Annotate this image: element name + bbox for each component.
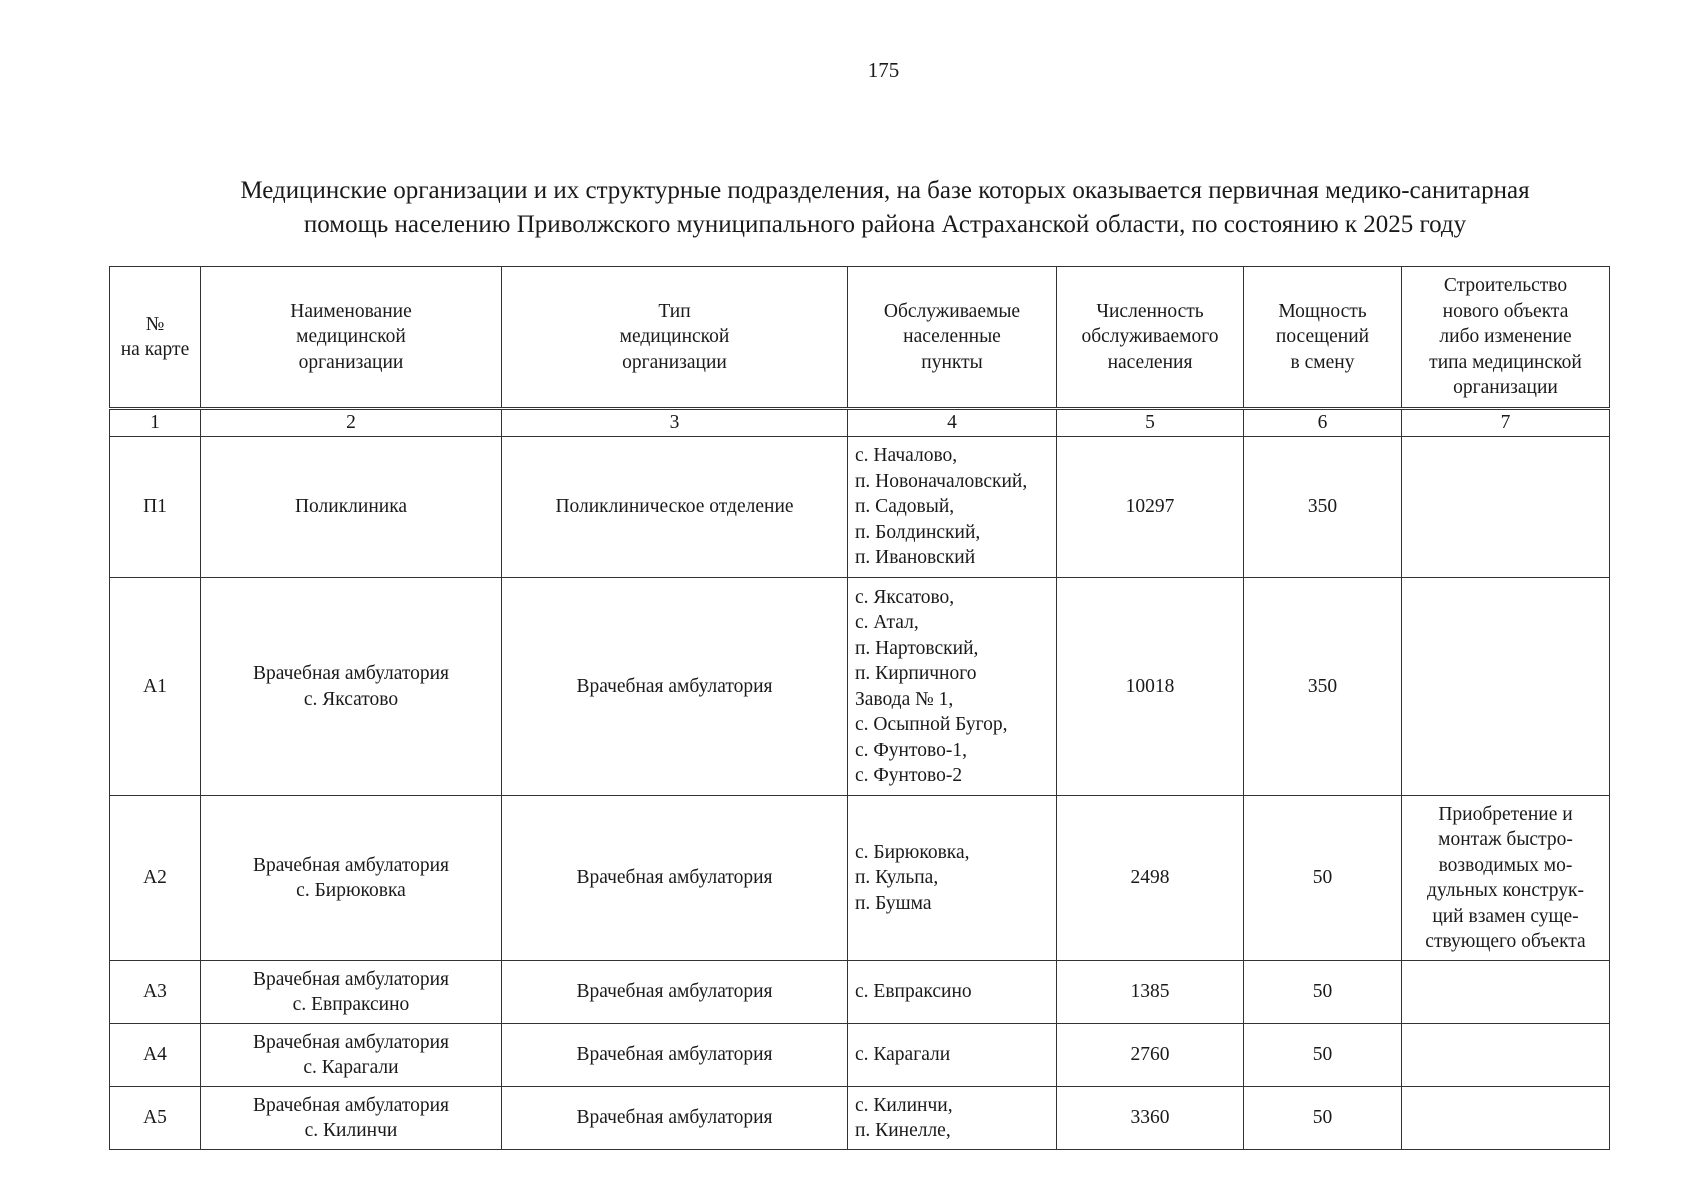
map-number-line: А2 <box>143 867 167 889</box>
map-number-line: А1 <box>143 675 167 697</box>
column-number-line: 4 <box>947 412 957 433</box>
table-row <box>110 961 1610 1024</box>
visit-capacity-line: 50 <box>1312 867 1333 889</box>
settlements-line: п. Новоначаловский, <box>855 470 1028 492</box>
population <box>1057 578 1244 796</box>
organization-type-line: Врачебная амбулатория <box>576 1044 773 1066</box>
organization-name-line: Врачебная амбулатория <box>252 1031 450 1053</box>
visit-capacity <box>1244 1087 1402 1150</box>
header-col-population-line: населения <box>1107 351 1193 373</box>
visit-capacity-line: 50 <box>1312 1107 1333 1129</box>
settlements-line: Завода № 1, <box>855 688 954 710</box>
page-number: 175 <box>867 58 900 82</box>
organization-type-line: Врачебная амбулатория <box>576 981 773 1003</box>
header-col-organization-name-line: Наименование <box>290 300 412 322</box>
table-row <box>110 578 1610 796</box>
organization-name-line: Врачебная амбулатория <box>252 854 450 876</box>
visit-capacity <box>1244 437 1402 578</box>
column-number <box>1057 410 1244 437</box>
column-number-line: 5 <box>1145 412 1155 433</box>
organization-type <box>502 437 848 578</box>
table-header-row <box>110 267 1610 408</box>
settlements-line: с. Фунтово-1, <box>855 739 967 761</box>
construction-note-line: ций взамен суще- <box>1432 905 1579 927</box>
construction-note <box>1402 437 1610 578</box>
header-col-settlements-line: пункты <box>921 351 983 373</box>
organization-type <box>502 1087 848 1150</box>
medical-organizations-table <box>109 266 1610 1150</box>
header-col-construction-line: либо изменение <box>1439 326 1572 348</box>
organization-type-line: Врачебная амбулатория <box>576 675 773 697</box>
document-title-line-1: Медицинские организации и их структурные подразделения, на базе которых оказывается первичная медико-санитарная <box>240 177 1530 204</box>
document-title <box>95 174 1675 242</box>
construction-note-line: Приобретение и <box>1438 803 1573 825</box>
header-col-organization-name <box>201 267 502 408</box>
header-col-map-number-line: № <box>145 313 165 335</box>
map-number-line: А5 <box>143 1107 167 1129</box>
header-col-settlements-line: Обслуживаемые <box>883 300 1021 322</box>
column-number-line: 7 <box>1500 412 1511 433</box>
settlements-line: с. Карагали <box>855 1044 951 1066</box>
column-number <box>502 410 848 437</box>
header-col-population-line: обслуживаемого <box>1081 326 1219 348</box>
header-col-organization-name-line: организации <box>298 351 404 373</box>
settlements <box>848 578 1057 796</box>
organization-name-line: с. Яксатово <box>303 688 399 710</box>
header-col-capacity-line: посещений <box>1275 326 1370 348</box>
organization-type <box>502 1024 848 1087</box>
organization-name-line: с. Карагали <box>303 1057 399 1078</box>
map-number <box>110 1024 201 1087</box>
column-number <box>1402 410 1610 437</box>
header-col-capacity-line: в смену <box>1290 351 1355 373</box>
map-number-line: А4 <box>143 1044 167 1066</box>
map-number <box>110 1087 201 1150</box>
organization-type <box>502 578 848 796</box>
construction-note-line: дульных конструк- <box>1427 880 1584 901</box>
organization-name <box>201 796 502 961</box>
map-number <box>110 961 201 1024</box>
construction-note <box>1402 1024 1610 1087</box>
column-number-line: 6 <box>1317 412 1328 433</box>
settlements-line: с. Атал, <box>855 612 919 633</box>
document-title-line-2: помощь населению Приволжского муниципального района Астраханской области, по состоянию к 2025 году <box>303 211 1467 238</box>
construction-note <box>1402 796 1610 961</box>
settlements-line: п. Кинелле, <box>855 1120 951 1141</box>
organization-name-line: Врачебная амбулатория <box>252 968 450 990</box>
settlements-line: п. Ивановский <box>855 547 976 569</box>
population-line: 10297 <box>1125 496 1175 518</box>
header-col-settlements-line: населенные <box>903 326 1001 348</box>
map-number <box>110 578 201 796</box>
settlements <box>848 437 1057 578</box>
table-row <box>110 1087 1610 1150</box>
visit-capacity <box>1244 578 1402 796</box>
table-row <box>110 796 1610 961</box>
header-col-construction-line: Строительство <box>1443 275 1568 297</box>
organization-name <box>201 1087 502 1150</box>
settlements <box>848 1087 1057 1150</box>
column-number <box>848 410 1057 437</box>
construction-note-line: ствующего объекта <box>1425 931 1586 952</box>
construction-note <box>1402 578 1610 796</box>
population <box>1057 1024 1244 1087</box>
column-number <box>110 410 201 437</box>
visit-capacity-line: 350 <box>1307 675 1338 697</box>
header-col-capacity <box>1244 267 1402 408</box>
settlements-line: с. Евпраксино <box>855 981 972 1003</box>
population-line: 3360 <box>1130 1107 1170 1129</box>
column-number <box>201 410 502 437</box>
visit-capacity <box>1244 961 1402 1024</box>
organization-name <box>201 961 502 1024</box>
organization-name-line: с. Килинчи <box>304 1120 398 1141</box>
organization-name <box>201 578 502 796</box>
header-col-organization-type <box>502 267 848 408</box>
visit-capacity <box>1244 796 1402 961</box>
table-row <box>110 1024 1610 1087</box>
map-number <box>110 437 201 578</box>
map-number-line: А3 <box>143 981 167 1003</box>
organization-type-line: Врачебная амбулатория <box>576 867 773 889</box>
organization-name-line: Поликлиника <box>294 496 408 518</box>
header-col-construction-line: организации <box>1453 377 1558 399</box>
settlements-line: п. Кульпа, <box>855 867 939 889</box>
header-col-population-line: Численность <box>1096 300 1204 322</box>
settlements-line: п. Кирпичного <box>855 663 977 684</box>
population <box>1057 961 1244 1024</box>
population-line: 10018 <box>1125 675 1175 697</box>
header-col-organization-type-line: медицинской <box>619 326 730 348</box>
construction-note <box>1402 961 1610 1024</box>
header-col-organization-type-line: Тип <box>658 300 691 322</box>
organization-type-line: Поликлиническое отделение <box>555 496 794 518</box>
header-col-capacity-line: Мощность <box>1278 300 1367 322</box>
organization-type <box>502 796 848 961</box>
settlements-line: с. Осыпной Бугор, <box>855 714 1008 735</box>
organization-name-line: с. Евпраксино <box>292 994 410 1015</box>
organization-type-line: Врачебная амбулатория <box>576 1107 773 1129</box>
population <box>1057 1087 1244 1150</box>
header-col-settlements <box>848 267 1057 408</box>
population <box>1057 437 1244 578</box>
settlements <box>848 1024 1057 1087</box>
header-col-organization-name-line: медицинской <box>296 326 406 348</box>
header-col-map-number-line: на карте <box>120 339 190 360</box>
population-line: 2760 <box>1130 1044 1170 1066</box>
visit-capacity-line: 50 <box>1312 981 1333 1003</box>
population-line: 1385 <box>1130 981 1170 1003</box>
settlements-line: п. Нартовский, <box>855 637 979 659</box>
map-number <box>110 796 201 961</box>
header-col-construction-line: нового объекта <box>1442 300 1569 322</box>
organization-name-line: Врачебная амбулатория <box>252 1094 450 1116</box>
header-col-population <box>1057 267 1244 408</box>
construction-note-line: монтаж быстро- <box>1438 829 1573 850</box>
organization-type <box>502 961 848 1024</box>
population <box>1057 796 1244 961</box>
settlements-line: п. Бушма <box>855 892 932 914</box>
column-number-row <box>110 410 1610 437</box>
settlements <box>848 796 1057 961</box>
settlements-line: с. Бирюковка, <box>855 841 970 863</box>
column-number <box>1244 410 1402 437</box>
header-col-construction-line: типа медицинской <box>1429 351 1582 373</box>
visit-capacity-line: 350 <box>1307 496 1338 518</box>
population-line: 2498 <box>1130 867 1170 889</box>
settlements-line: с. Фунтово-2 <box>855 765 963 786</box>
settlements-line: с. Началово, <box>855 445 958 467</box>
column-number-line: 3 <box>669 412 680 433</box>
settlements-line: с. Килинчи, <box>855 1094 953 1116</box>
visit-capacity-line: 50 <box>1312 1044 1333 1066</box>
column-number-line: 1 <box>150 412 160 433</box>
visit-capacity <box>1244 1024 1402 1087</box>
table-body <box>110 267 1610 1150</box>
settlements <box>848 961 1057 1024</box>
organization-name <box>201 437 502 578</box>
settlements-line: п. Болдинский, <box>855 521 981 543</box>
construction-note <box>1402 1087 1610 1150</box>
table-row <box>110 437 1610 578</box>
map-number-line: П1 <box>143 496 167 518</box>
organization-name-line: с. Бирюковка <box>296 880 406 901</box>
organization-name <box>201 1024 502 1087</box>
header-col-organization-type-line: организации <box>622 351 727 373</box>
organization-name-line: Врачебная амбулатория <box>252 663 450 684</box>
header-col-map-number <box>110 267 201 408</box>
header-col-construction <box>1402 267 1610 408</box>
settlements-line: п. Садовый, <box>855 496 955 518</box>
construction-note-line: возводимых мо- <box>1438 854 1573 876</box>
column-number-line: 2 <box>346 412 356 433</box>
settlements-line: с. Яксатово, <box>855 586 955 608</box>
